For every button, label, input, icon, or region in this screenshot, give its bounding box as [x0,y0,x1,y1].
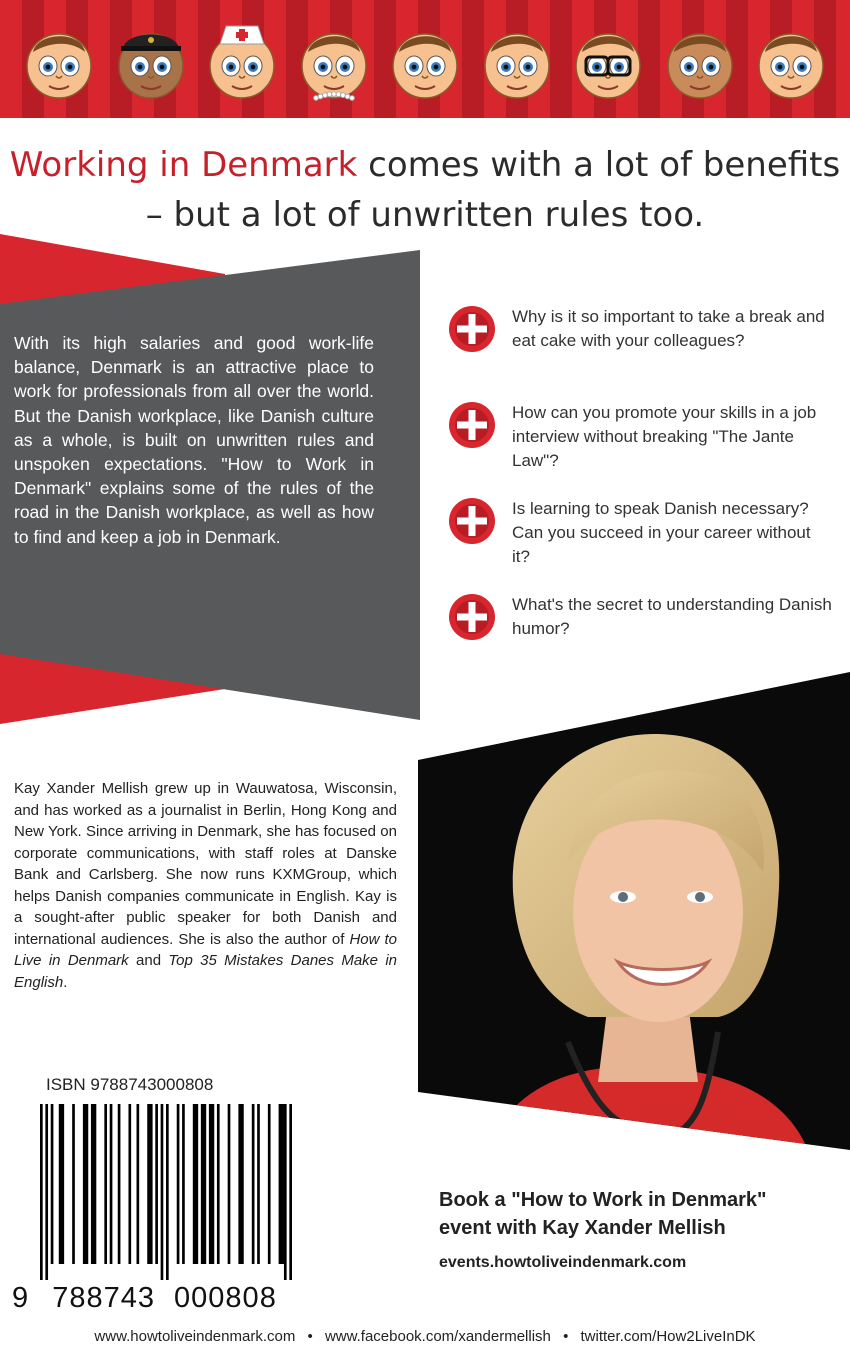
question-text: What's the secret to understanding Danish humor? [512,595,832,638]
bio-and: and [128,952,169,969]
event-title-line-1: Book a "How to Work in Denmark" [439,1189,767,1211]
face-dark-hair-icon [481,22,553,102]
barcode-bar [257,1104,260,1264]
headline [0,140,850,240]
face-blond-icon [23,22,95,102]
footer-separator: • [307,1328,313,1345]
event-title [439,1186,839,1242]
footer-twitter[interactable]: twitter.com/How2LiveInDK [580,1328,756,1345]
headline-rest: comes with a lot of benefits [357,145,841,185]
barcode-bar [137,1104,140,1264]
barcode-bar [238,1104,243,1264]
face-glasses-icon [572,22,644,102]
barcode-bar [177,1104,180,1264]
face-tan-icon [664,22,736,102]
author-photo [418,672,850,1150]
barcode-bar [128,1104,131,1264]
barcode-bar [110,1104,113,1264]
barcode-bar [279,1104,284,1264]
barcode-bar [217,1104,220,1264]
barcode [40,1104,292,1280]
barcode-bar [155,1104,158,1264]
danish-flag-icon [448,305,496,353]
barcode-bar [118,1104,121,1264]
headline-accent: Working in Denmark [9,145,358,185]
barcode-bar [201,1104,206,1264]
footer-facebook[interactable]: www.facebook.com/xandermellish [324,1328,551,1345]
question-text: How can you promote your skills in a job interview without breaking "The Jante Law"? [512,403,817,470]
barcode-bar [91,1104,96,1264]
barcode-bar [83,1104,88,1264]
author-bio [14,778,397,993]
barcode-group-1: 788743 [52,1282,155,1314]
barcode-bar [161,1104,164,1280]
barcode-bar [182,1104,185,1264]
barcode-group-2: 000808 [174,1282,277,1314]
headline-line-2: – but a lot of unwritten rules too. [145,195,705,235]
event-url[interactable]: events.howtoliveindenmark.com [439,1254,687,1271]
danish-flag-icon [448,593,496,641]
bio-text: Kay Xander Mellish grew up in Wauwatosa, Wisconsin, and has worked as a journalist in Berlin, Hong Kong and New York. Since arriving in Denmark, she has focused on corporate communications, with staff roles at Danske Bank and Carlsberg. She now runs KXMGroup, which helps Danish companies communicate in English. Kay is a sought-after public speaker for both Danish and international audiences. She is also the author of [14,780,397,948]
footer-website[interactable]: www.howtoliveindenmark.com [94,1328,296,1345]
barcode-bar [268,1104,271,1264]
question-text: Is learning to speak Danish necessary? Can you succeed in your career without it? [512,499,811,566]
barcode-bar [289,1104,292,1280]
barcode-bar [209,1104,214,1264]
barcode-bar [166,1104,169,1280]
barcode-first-digit: 9 [12,1282,30,1314]
barcode-bar [193,1104,198,1264]
top-banner [0,0,850,118]
intro-paragraph: With its high salaries and good work-life balance, Denmark is an attractive place to work for professionals from all over the world. But the Danish workplace, like Danish culture as a whole, is built on unwritten rules and unspoken expectations. "How to Work in Denmark" explains some of the rules of the road in the Danish workplace, as well as how to find and keep a job in Denmark. [14,333,374,547]
face-pilot-icon [115,22,187,102]
barcode-bar [40,1104,43,1280]
event-title-line-2: event with Kay Xander Mellish [439,1217,726,1239]
footer [0,1328,850,1345]
bio-book-2: Top 35 Mistakes Danes Make in English [14,952,397,991]
barcode-bar [104,1104,107,1264]
footer-separator: • [563,1328,569,1345]
barcode-bar [252,1104,255,1264]
barcode-bar [284,1104,287,1280]
barcode-digits [12,1282,277,1315]
face-pearls-icon [298,22,370,102]
isbn-label: ISBN 9788743000808 [46,1075,214,1094]
bio-end: . [63,973,68,991]
danish-flag-icon [448,401,496,449]
danish-flag-icon [448,497,496,545]
barcode-bar [228,1104,231,1264]
barcode-bar [51,1104,54,1264]
barcode-bar [147,1104,152,1264]
bio-book-1: How to Live in Denmark [14,930,397,969]
barcode-bar [72,1104,75,1264]
barcode-bar [59,1104,64,1264]
barcode-bar [45,1104,48,1280]
headline-line-1 [0,140,850,190]
face-nurse-icon [206,22,278,102]
question-text: Why is it so important to take a break and eat cake with your colleagues? [512,307,825,350]
face-short-hair-icon [755,22,827,102]
face-brown-hair-icon [389,22,461,102]
